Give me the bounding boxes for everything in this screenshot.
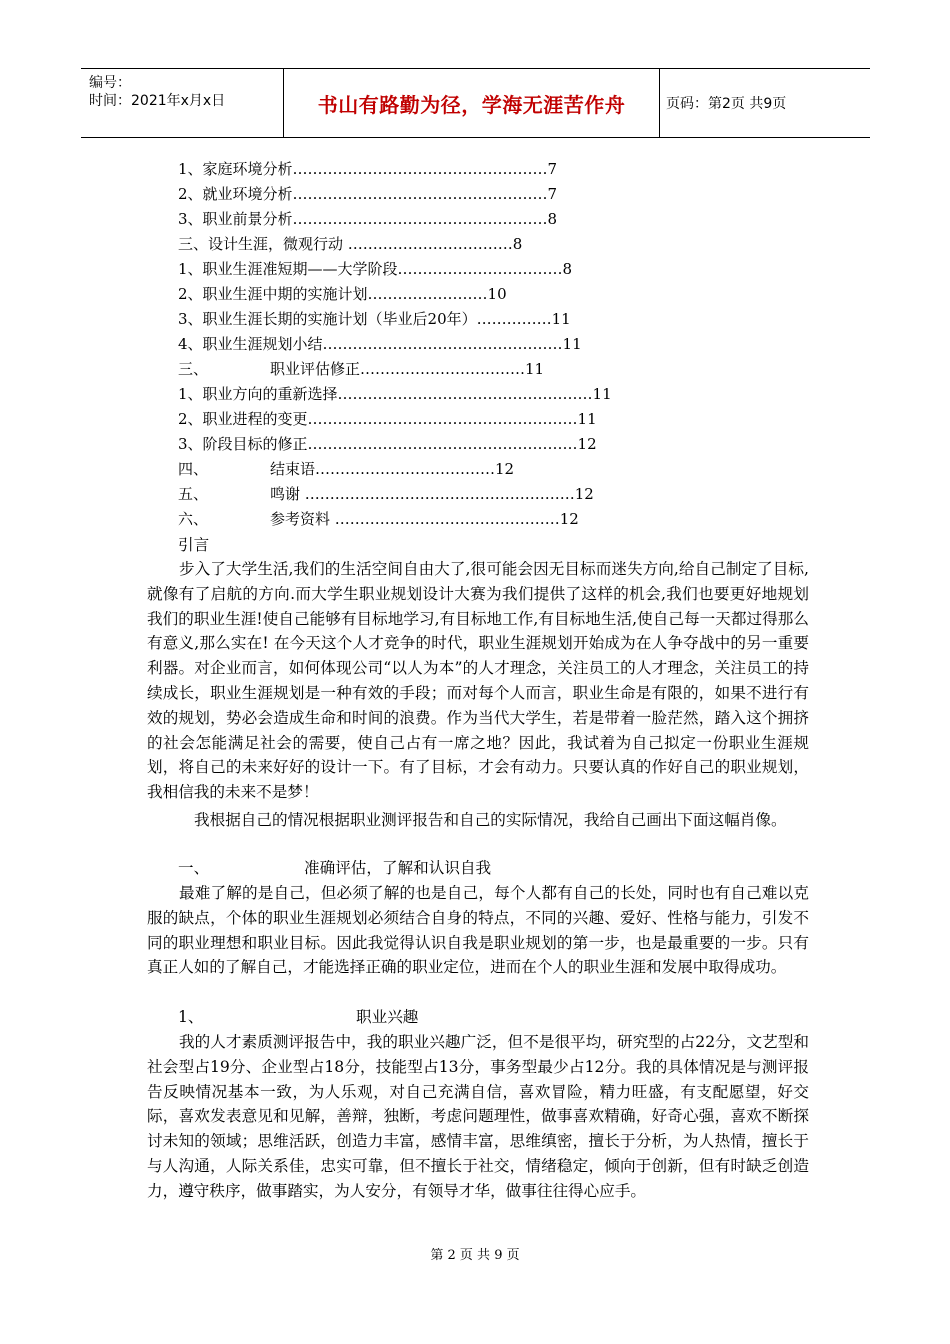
- portrait-section: [147, 808, 809, 833]
- toc-item: 3、阶段目标的修正………………………………………………12: [178, 435, 597, 453]
- header-left-cell: [81, 69, 284, 137]
- toc-item: 2、职业进程的变更………………………………………………11: [178, 410, 597, 428]
- page-info: 页码：第2页 共9页: [666, 96, 787, 112]
- intro-paragraph: 步入了大学生活,我们的生活空间自由大了,很可能会因无目标而迷失方向,给自己制定了目标,就像有了启航的方向.而大学生职业规划设计大赛为我们提供了这样的机会,我们也要更好地规划我们的职业生涯!使自己能够有目标地学习,有目标地工作,有目标地生活,使自己每一天都过得那么有意义,那么实在! 在今天这个人才竞争的时代，职业生涯规划开始成为在人争夺战中的另一重要利器。对企业而言，如何体现公司“以人为本”的人才理念，关注员工的人才理念，关注员工的持续成长，职业生涯规划是一种有效的手段；而对每个人而言，职业生命是有限的，如果不进行有效的规划，势必会造成生命和时间的浪费。作为当代大学生，若是带着一脸茫然，踏入这个拥挤的社会怎能满足社会的需要，使自己占有一席之地？因此，我试着为自己拟定一份职业生涯规划，将自己的未来好好的设计一下。有了目标，才会有动力。只要认真的作好自己的职业规划，我相信我的未来不是梦！: [147, 560, 809, 802]
- page-footer: 第 2 页 共 9 页: [430, 1248, 520, 1263]
- subsection-number: 1、: [178, 1008, 204, 1026]
- toc-item: 3、职业生涯长期的实施计划（毕业后20年）……………11: [178, 310, 571, 328]
- toc-item: 2、职业生涯中期的实施计划……………………10: [178, 285, 507, 303]
- section-number: 一、: [178, 859, 210, 877]
- toc-item: 1、家庭环境分析……………………………………………7: [178, 160, 558, 178]
- intro-section: [147, 557, 809, 805]
- toc-item: 1、职业生涯准短期——大学阶段……………………………8: [178, 260, 573, 278]
- header-page-cell: [660, 69, 870, 137]
- toc-item: 三、 职业评估修正……………………………11: [178, 360, 545, 378]
- motto-text: 书山有路勤为径，学海无涯苦作舟: [317, 92, 626, 117]
- toc-item: 四、 结束语………………………………12: [178, 460, 515, 478]
- section-title: 准确评估，了解和认识自我: [304, 859, 492, 877]
- header-motto-cell: [284, 69, 660, 137]
- time-label: 时间：2021年x月x日: [89, 93, 226, 109]
- toc-item: 4、职业生涯规划小结…………………………………………11: [178, 335, 582, 353]
- portrait-paragraph: 我根据自己的情况根据职业测评报告和自己的实际情况，我给自己画出下面这幅肖像。: [194, 811, 787, 829]
- toc-item: 1、职业方向的重新选择……………………………………………11: [178, 385, 612, 403]
- section1-body: [147, 881, 809, 980]
- section-heading: [178, 856, 491, 881]
- toc-item: 三、设计生涯，微观行动 ……………………………8: [178, 235, 523, 253]
- toc-item: 3、职业前景分析……………………………………………8: [178, 210, 558, 228]
- sub1-paragraph: 我的人才素质测评报告中，我的职业兴趣广泛，但不是很平均，研究型的占22分，文艺型和社会型占19分、企业型占18分，技能型占13分，事务型最少占12分。我的具体情况是与测评报告反映情况基本一致，为人乐观，对自己充满自信，喜欢冒险，精力旺盛，有支配愿望，好交际，喜欢发表意见和见解，善辩，独断，考虑问题理性，做事喜欢精确，好奇心强，喜欢不断探讨未知的领域；思维活跃，创造力丰富，感情丰富，思维缜密，擅长于分析，为人热情，擅长于与人沟通，人际关系佳，忠实可靠，但不擅长于社交，情绪稳定，倾向于创新，但有时缺乏创造力，遵守秩序，做事踏实，为人安分，有领导才华，做事往往得心应手。: [147, 1033, 809, 1200]
- number-label: 编号：: [89, 75, 131, 91]
- document-header: [81, 68, 870, 138]
- toc-item: 六、 参考资料 ………………………………………12: [178, 510, 579, 528]
- subsection-title: 职业兴趣: [356, 1008, 419, 1026]
- toc-item: 五、 鸣谢 ………………………………………………12: [178, 485, 594, 503]
- subsection-heading: [178, 1005, 418, 1030]
- toc-item: 2、就业环境分析……………………………………………7: [178, 185, 558, 203]
- sub1-body: [147, 1030, 809, 1204]
- intro-title: 引言: [178, 536, 210, 554]
- section1-paragraph: 最难了解的是自己，但必须了解的也是自己，每个人都有自己的长处，同时也有自己难以克服的缺点，个体的职业生涯规划必须结合自身的特点，不同的兴趣、爱好、性格与能力，引发不同的职业理想和职业目标。因此我觉得认识自我是职业规划的第一步，也是最重要的一步。只有真正人如的了解自己，才能选择正确的职业定位，进而在个人的职业生涯和发展中取得成功。: [147, 884, 809, 977]
